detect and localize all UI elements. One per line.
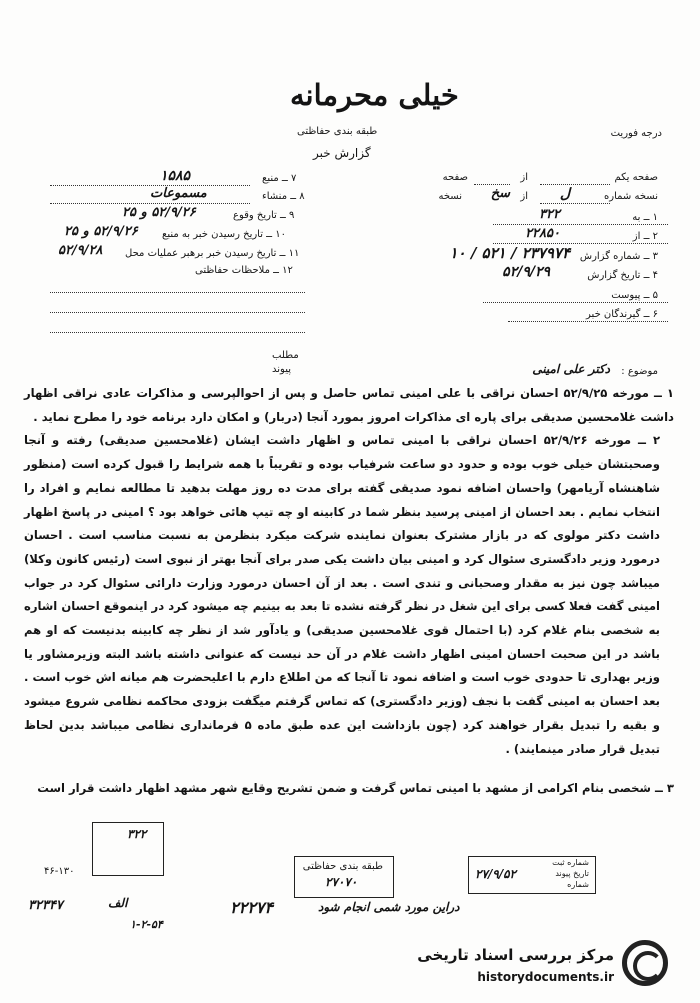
field-copy-unit: نسخه xyxy=(438,191,462,202)
field-page-from: از xyxy=(520,172,528,183)
field-copy-value: ل xyxy=(559,186,570,202)
field-page-unit: صفحه xyxy=(442,172,468,183)
subject-value: دکتر علی امینی xyxy=(532,362,610,376)
field-security-notes-label: ۱۲ ــ ملاحظات حفاظتی xyxy=(195,265,293,276)
bottom-note: ۴۶-۱۳۰ xyxy=(44,866,75,877)
registry-stamp-line-2: تاریخ پیوند xyxy=(555,869,589,878)
dotted-line xyxy=(493,224,668,225)
field-copy-count: سخ xyxy=(490,186,510,201)
priority-label: درجه فوریت xyxy=(610,128,662,139)
field-occurrence-date-value: ۵۲/۹/۲۶ و ۲۵ xyxy=(122,205,196,220)
left-note-2: ۱-۲-۵۴ xyxy=(130,918,163,931)
field-copy-label: نسخه شماره xyxy=(604,191,658,202)
center-stamp-text: طبقه بندی حفاظتی xyxy=(302,861,383,872)
number-stamp-box xyxy=(92,822,164,876)
stamp-box-number: ۳۲۲ xyxy=(127,827,147,841)
dotted-line xyxy=(540,203,610,204)
archive-logo-icon xyxy=(622,940,668,986)
field-recipients-label: ۶ ــ گیرندگان خبر xyxy=(586,309,658,320)
field-receipt-date-value: ۵۲/۹/۲۶ و ۲۵ xyxy=(64,224,138,239)
report-body xyxy=(24,382,674,801)
handwritten-number: ۲۲۲۷۴ xyxy=(230,898,273,917)
dotted-line xyxy=(483,302,668,303)
report-type: گزارش خبر xyxy=(313,146,371,160)
field-source-label: ۷ ــ منبع xyxy=(262,173,297,184)
subject-label: موضوع : xyxy=(621,366,658,377)
field-report-number-value: ۲۳۷۹۷۴ / ۵۲۱ / ۱۰ xyxy=(449,244,570,262)
document-title: خیلی محرمانه xyxy=(290,78,459,112)
body-paragraph-1: ۱ ــ مورخه ۵۲/۹/۲۵ احسان نراقی با علی امینی تماس حاصل و پس از احوالپرسی و مذاکرات عادی نراقی اظهار داشت غلامحسین صدیقی برای پاره ای مذاکرات امروز بمورد آنجا (دربار) و امکان دارد برنامه خود را مطرح نماید . xyxy=(24,386,674,424)
handwritten-note: دراین مورد شمی انجام شود xyxy=(318,900,460,914)
dotted-line xyxy=(50,312,305,313)
classification-label: طبقه بندی حفاظتی xyxy=(297,126,378,137)
field-origin-label: ۸ ــ منشاء xyxy=(262,191,305,202)
field-page-label: صفحه یکم xyxy=(614,172,658,183)
field-report-date-label: ۴ ــ تاریخ گزارش xyxy=(587,270,658,281)
classification-stamp xyxy=(294,856,394,898)
field-ops-date-value: ۵۲/۹/۲۸ xyxy=(58,243,103,258)
center-stamp-number: ۲۷۰۷۰ xyxy=(325,875,358,889)
field-receipt-date-label: ۱۰ ــ تاریخ رسیدن خبر به منبع xyxy=(162,229,286,240)
registry-stamp-line-3: شماره xyxy=(567,880,589,889)
archive-url: historydocuments.ir xyxy=(477,970,614,984)
field-to-value: ۳۲۲ xyxy=(539,207,560,222)
body-paragraph-2: ۲ ــ مورخه ۵۲/۹/۲۶ احسان نراقی با امینی تماس و اظهار داشت ایشان (غلامحسین صدیقی) رفته و آنجا وصحبتشان خیلی خوب بوده و حدود دو ساعت شرفیاب بوده و تقریباً با همه شرایط را قبول کرده است (منظور شاهنشاه آریامهر) واحسان اضافه نمود صدیقی گفته برای مدت ده روز مهلت بدهید تا مطالعه نمایم و افراد را انتخاب نمایم . بعد احسان از امینی پرسید بنظر شما در کابینه او چه تیپ هائی خواهد بود ؟ امینی در پاسخ اظهار داشت دکتر مولوی که در بازار مشترک بعنوان نماینده شرکت میکرد بنظرمن به نسبت مناسب است . احسان درمورد وزیر دادگستری سئوال کرد و امینی بیان داشت یکی صدر برای آنجا بهتر از نبوی است (رئیس کانون وکلا) میباشد چون نیز به مقدار وصحبانی و تندی است . بعد از آن احسان درمورد وزارت دارائی سئوال کرد در جواب امینی گفت فعلا کسی برای این شغل در نظر گرفته نشده تا بعد به بینیم چه میشود کرد در اینموقع احسان اشاره به شخصی بنام غلام کرد (با احتمال قوی غلامحسین صدیقی) و یادآور شد از نظر چه کابینه بدنیست که او هم باشد در این صحبت احسان امینی اظهار داشت غلام در آن حد نیست که عنوانی داشته باشد البته وزیرمشاور یا وزیر بهداری تا حدودی خوب است و اضافه نمود تا آنجا که من اطلاع دارم با اعلیحضرت هم میانه اش خوب است . بعد احسان به امینی گفت با نجف (وزیر دادگستری) که تماس گرفتم میگفت بزودی محاکمه نظامی شروع میشود و بقیه را تبدیل بقرار خواهند کرد (چون بازداشت این عده طبق ماده ۵ فرمانداری نظامی میباشد بدین لحاظ تبدیل قرار صادر مینمایند) . xyxy=(24,433,661,756)
dotted-line xyxy=(50,203,250,204)
left-note-1: الف xyxy=(108,896,128,910)
field-report-date-value: ۵۲/۹/۲۹ xyxy=(502,264,550,280)
field-attachment-label: ۵ ــ پیوست xyxy=(611,290,658,301)
dotted-line xyxy=(474,184,510,185)
field-ops-date-label: ۱۱ ــ تاریخ رسیدن خبر برهبر عملیات محل xyxy=(125,248,300,259)
body-paragraph-3: ۳ ــ شخصی بنام اکرامی از مشهد با امینی تماس گرفت و ضمن تشریح وقایع شهر مشهد اظهار داشت قرار است xyxy=(37,781,674,796)
mid-note-1: مطلب xyxy=(272,350,299,361)
field-to-label: ۱ ــ به xyxy=(632,212,658,223)
field-report-number-label: ۳ ــ شماره گزارش xyxy=(579,251,658,262)
field-copy-from: از xyxy=(520,191,528,202)
dotted-line xyxy=(50,332,305,333)
registry-stamp xyxy=(468,856,596,894)
mid-note-2: پیوند xyxy=(272,364,291,375)
dotted-line xyxy=(50,292,305,293)
archive-org-name: مرکز بررسی اسناد تاریخی xyxy=(417,946,614,964)
registry-stamp-date: ۲۷/۹/۵۲ xyxy=(475,867,516,881)
dotted-line xyxy=(508,321,668,322)
field-source-value: ۱۵۸۵ xyxy=(160,168,191,184)
field-from-value: ۲۲۸۵۰ xyxy=(525,226,560,241)
left-margin-number: ۳۲۳۴۷ xyxy=(28,898,63,913)
field-occurrence-date-label: ۹ ــ تاریخ وقوع xyxy=(233,210,295,221)
registry-stamp-line-1: شماره ثبت xyxy=(552,858,589,867)
dotted-line xyxy=(540,184,610,185)
field-from-label: ۲ ــ از xyxy=(632,231,658,242)
field-origin-value: مسموعات xyxy=(150,186,207,201)
